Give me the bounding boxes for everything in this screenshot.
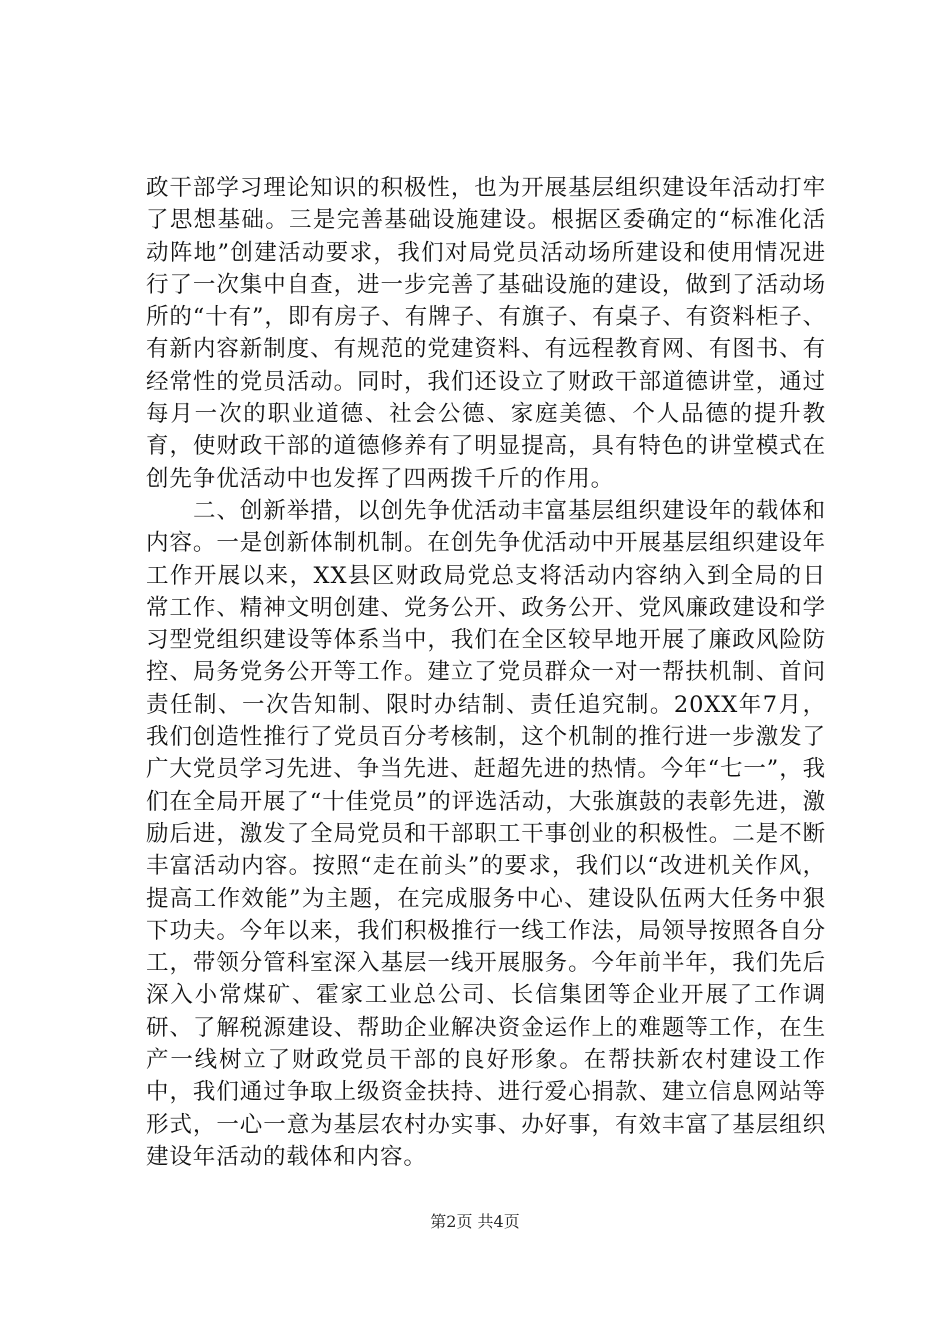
page-number-footer: 第2页 共4页: [430, 1212, 520, 1231]
paragraph-continuation: 政干部学习理论知识的积极性，也为开展基层组织建设年活动打牢了思想基础。三是完善基础设施建设。根据区委确定的“标准化活动阵地”创建活动要求，我们对局党员活动场所建设和使用情况进行了一次集中自查，进一步完善了基础设施的建设，做到了活动场所的“十有”，即有房子、有牌子、有旗子、有桌子、有资料柜子、有新内容新制度、有规范的党建资料、有远程教育网、有图书、有经常性的党员活动。同时，我们还设立了财政干部道德讲堂，通过每月一次的职业道德、社会公德、家庭美德、个人品德的提升教育，使财政干部的道德修养有了明显提高，具有特色的讲堂模式在创先争优活动中也发挥了四两拨千斤的作用。: [146, 175, 827, 492]
document-body: [146, 172, 826, 1173]
paragraph-section-two: 二、创新举措，以创先争优活动丰富基层组织建设年的载体和内容。一是创新体制机制。在创先争优活动中开展基层组织建设年工作开展以来，XX县区财政局党总支将活动内容纳入到全局的日常工作、精神文明创建、党务公开、政务公开、党风廉政建设和学习型党组织建设等体系当中，我们在全区较早地开展了廉政风险防控、局务党务公开等工作。建立了党员群众一对一帮扶机制、首问责任制、一次告知制、限时办结制、责任追究制。20XX年7月，我们创造性推行了党员百分考核制，这个机制的推行进一步激发了广大党员学习先进、争当先进、赶超先进的热情。今年“七一”，我们在全局开展了“十佳党员”的评选活动，大张旗鼓的表彰先进，激励后进，激发了全局党员和干部职工干事创业的积极性。二是不断丰富活动内容。按照“走在前头”的要求，我们以“改进机关作风，提高工作效能”为主题，在完成服务中心、建设队伍两大任务中狠下功夫。今年以来，我们积极推行一线工作法，局领导按照各自分工，带领分管科室深入基层一线开展服务。今年前半年，我们先后深入小常煤矿、霍家工业总公司、长信集团等企业开展了工作调研、了解税源建设、帮助企业解决资金运作上的难题等工作，在生产一线树立了财政党员干部的良好形象。在帮扶新农村建设工作中，我们通过争取上级资金扶持、进行爱心捐款、建立信息网站等形式，一心一意为基层农村办实事、办好事，有效丰富了基层组织建设年活动的载体和内容。: [146, 497, 827, 1170]
